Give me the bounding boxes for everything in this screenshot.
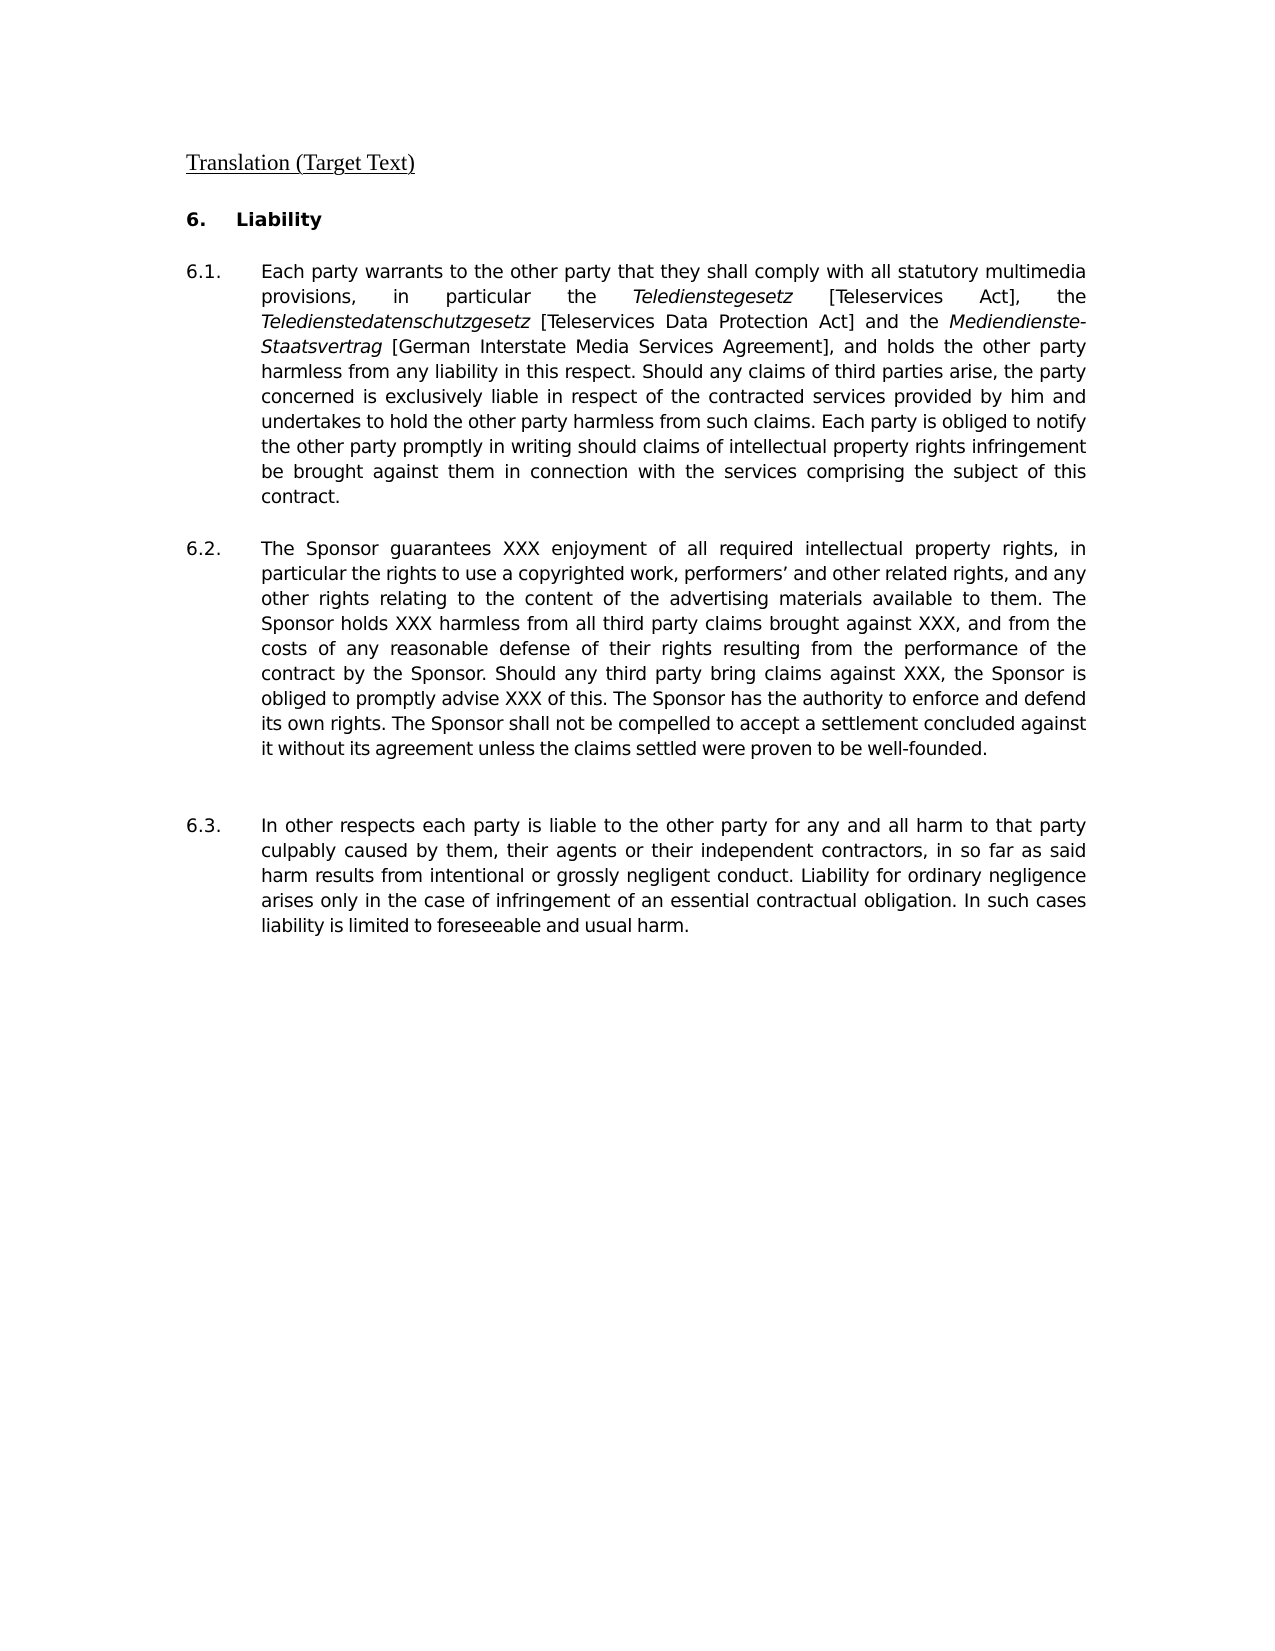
clause-text: In other respects each party is liable to the other party for any and all harm to that party culpably caused by them, their agents or their independent contractors, in so far as said harm results from intentional or grossly negligent conduct. Liability for ordinary negligence arises only in the case of infringement of an essential contractual obligation. In such cases liability is limited to foreseeable and usual harm. — [261, 816, 1086, 937]
clause-text-segment: [German Interstate Media Services Agreement], and holds the other party harmless from any liability in this respect. Should any claims of third parties arise, the party concerned is exclusively liable in respect of the contracted services provided by him and undertakes to hold the other party harmless from such claims. Each party is obliged to notify the other party promptly in writing should claims of intellectual property rights infringement be brought against them in connection with the services comprising the subject of this contract. — [261, 337, 1086, 508]
clause-number: 6.1. — [186, 262, 222, 283]
clause-text-segment: Each party warrants to the other party that they shall comply with all statutory multimedia provisions, in particular the — [261, 262, 1086, 308]
clause-text-segment: [Teleservices Data Protection Act] and the — [529, 312, 950, 333]
act-name-teledienstedatenschutzgesetz: Teledienstedatenschutzgesetz — [261, 312, 530, 333]
clause-6-3 — [186, 814, 1086, 939]
clause-6-1 — [186, 260, 1086, 510]
clause-6-2 — [186, 537, 1086, 762]
clause-text-segment: [Teleservices Act], the — [792, 287, 1086, 308]
section-title: Liability — [236, 209, 323, 231]
section-heading — [186, 209, 322, 231]
clause-text — [261, 260, 1086, 510]
clause-number: 6.2. — [186, 539, 222, 560]
act-name-mediendienste-staatsvertrag: Mediendienste-Staatsvertrag — [261, 312, 1086, 358]
clause-text: The Sponsor guarantees XXX enjoyment of all required intellectual property rights, in particular the rights to use a copyrighted work, performers’ and other related rights, and any other rights relating to the content of the advertising materials available to them. The Sponsor holds XXX harmless from all third party claims brought against XXX, and from the costs of any reasonable defense of their rights resulting from the performance of the contract by the Sponsor. Should any third party bring claims against XXX, the Sponsor is obliged to promptly advise XXX of this. The Sponsor has the authority to enforce and defend its own rights. The Sponsor shall not be compelled to accept a settlement concluded against it without its agreement unless the claims settled were proven to be well-founded. — [261, 539, 1086, 760]
document-title: Translation (Target Text) — [186, 150, 415, 175]
act-name-teledienstegesetz: Teledienstegesetz — [632, 287, 793, 308]
section-number: 6. — [186, 209, 207, 231]
clause-number: 6.3. — [186, 816, 222, 837]
